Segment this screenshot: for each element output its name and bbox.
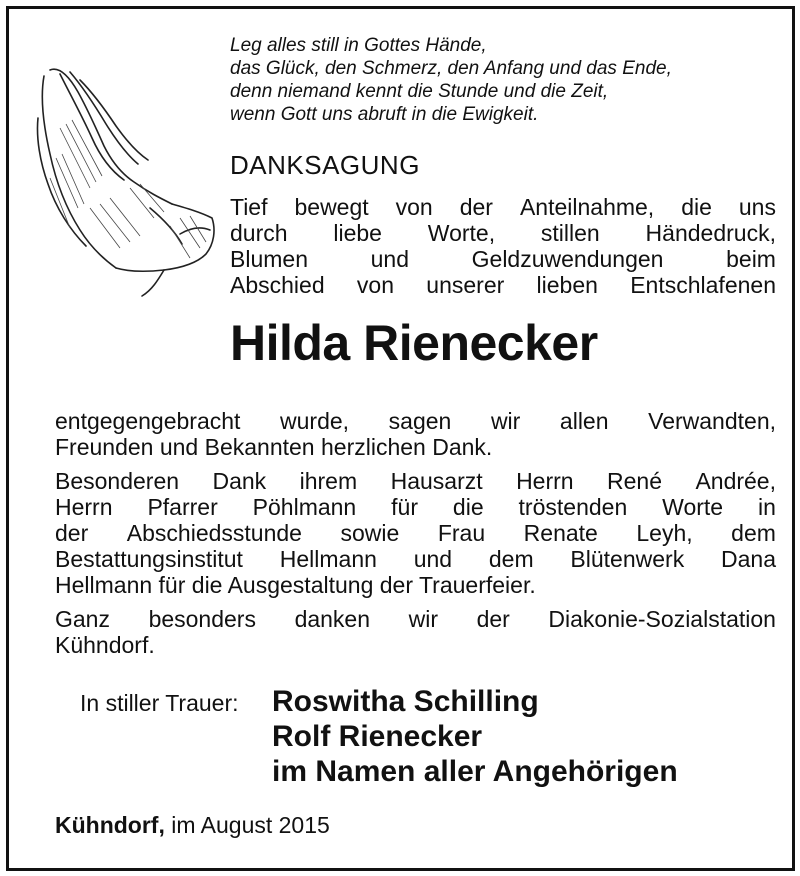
word: beim — [726, 246, 776, 272]
word: Anteilnahme, — [519, 194, 655, 220]
text-line — [55, 494, 776, 520]
word: Diakonie-Sozialstation — [548, 606, 776, 632]
mourning-label: In stiller Trauer: — [80, 690, 239, 716]
word: von — [356, 272, 394, 298]
word: Renate — [523, 520, 598, 546]
mourner-name: Rolf Rienecker — [272, 720, 483, 753]
word: wir — [490, 408, 521, 434]
word: Blumen — [230, 246, 308, 272]
closing-line — [55, 812, 330, 839]
word: lieben — [536, 272, 598, 298]
word: tröstenden — [518, 494, 628, 520]
word: wir — [408, 606, 438, 632]
word: Abschiedsstunde — [126, 520, 302, 546]
text-line — [55, 606, 776, 632]
body-text — [55, 408, 776, 666]
word: allen — [559, 408, 609, 434]
text-line — [230, 246, 776, 272]
word: Tief — [230, 194, 268, 220]
word: danken — [294, 606, 371, 632]
word: bewegt — [294, 194, 369, 220]
word: Verwandten, — [648, 408, 776, 434]
word: besonders — [148, 606, 256, 632]
word: unserer — [426, 272, 505, 298]
word: für — [391, 494, 418, 520]
word: Herrn — [516, 468, 574, 494]
word: Andrée, — [695, 468, 776, 494]
mourner-name: im Namen aller Angehörigen — [272, 755, 678, 788]
heading: DANKSAGUNG — [230, 150, 420, 180]
word: von — [395, 194, 433, 220]
word: stillen — [540, 220, 600, 246]
word: Pfarrer — [147, 494, 218, 520]
word: der — [55, 520, 89, 546]
word: liebe — [333, 220, 382, 246]
text-line — [55, 468, 776, 494]
word: die — [681, 194, 712, 220]
word: Dana — [721, 546, 776, 572]
text-line: Hellmann für die Ausgestaltung der Trauerfeier. — [55, 572, 536, 598]
word: dem — [488, 546, 534, 572]
text-line — [230, 272, 776, 298]
intro-text — [230, 194, 776, 298]
word: der — [476, 606, 510, 632]
text-line: Freunden und Bekannten herzlichen Dank. — [55, 434, 493, 460]
word: entgegengebracht — [55, 408, 241, 434]
paragraph — [55, 606, 776, 658]
closing-date: im August 2015 — [171, 812, 330, 838]
praying-hands-icon — [30, 58, 220, 298]
deceased-name: Hilda Rienecker — [230, 315, 598, 371]
word: Blütenwerk — [570, 546, 685, 572]
word: René — [607, 468, 662, 494]
word: Frau — [437, 520, 486, 546]
mourners-list — [272, 684, 678, 789]
word: Dank — [212, 468, 267, 494]
word: Abschied — [230, 272, 325, 298]
word: Pöhlmann — [252, 494, 357, 520]
word: durch — [230, 220, 288, 246]
poem-line: Leg alles still in Gottes Hände, — [230, 35, 487, 56]
poem-line: das Glück, den Schmerz, den Anfang und das Ende, — [230, 58, 672, 79]
word: Worte — [662, 494, 724, 520]
text-line: Kühndorf. — [55, 632, 155, 658]
poem — [230, 34, 770, 126]
text-line — [55, 408, 776, 434]
word: Bestattungsinstitut — [55, 546, 243, 572]
closing-place: Kühndorf, — [55, 812, 165, 838]
word: und — [370, 246, 409, 272]
word: und — [413, 546, 453, 572]
word: die — [452, 494, 484, 520]
word: wurde, — [280, 408, 350, 434]
word: der — [459, 194, 493, 220]
poem-line: wenn Gott uns abruft in die Ewigkeit. — [230, 104, 539, 125]
word: Besonderen — [55, 468, 180, 494]
word: Geldzuwendungen — [471, 246, 664, 272]
word: in — [758, 494, 776, 520]
word: Leyh, — [636, 520, 693, 546]
word: Ganz — [55, 606, 110, 632]
word: ihrem — [299, 468, 358, 494]
word: Händedruck, — [645, 220, 776, 246]
word: uns — [738, 194, 776, 220]
mourner-name: Roswitha Schilling — [272, 685, 539, 718]
paragraph — [55, 468, 776, 598]
word: sagen — [388, 408, 452, 434]
paragraph — [55, 408, 776, 460]
poem-line: denn niemand kennt die Stunde und die Zeit, — [230, 81, 609, 102]
word: Hausarzt — [390, 468, 483, 494]
word: sowie — [340, 520, 400, 546]
word: Hellmann — [279, 546, 377, 572]
text-line — [230, 220, 776, 246]
word: Entschlafenen — [630, 272, 776, 298]
word: Worte, — [427, 220, 496, 246]
text-line — [55, 546, 776, 572]
text-line — [55, 520, 776, 546]
word: dem — [731, 520, 776, 546]
text-line — [230, 194, 776, 220]
word: Herrn — [55, 494, 113, 520]
